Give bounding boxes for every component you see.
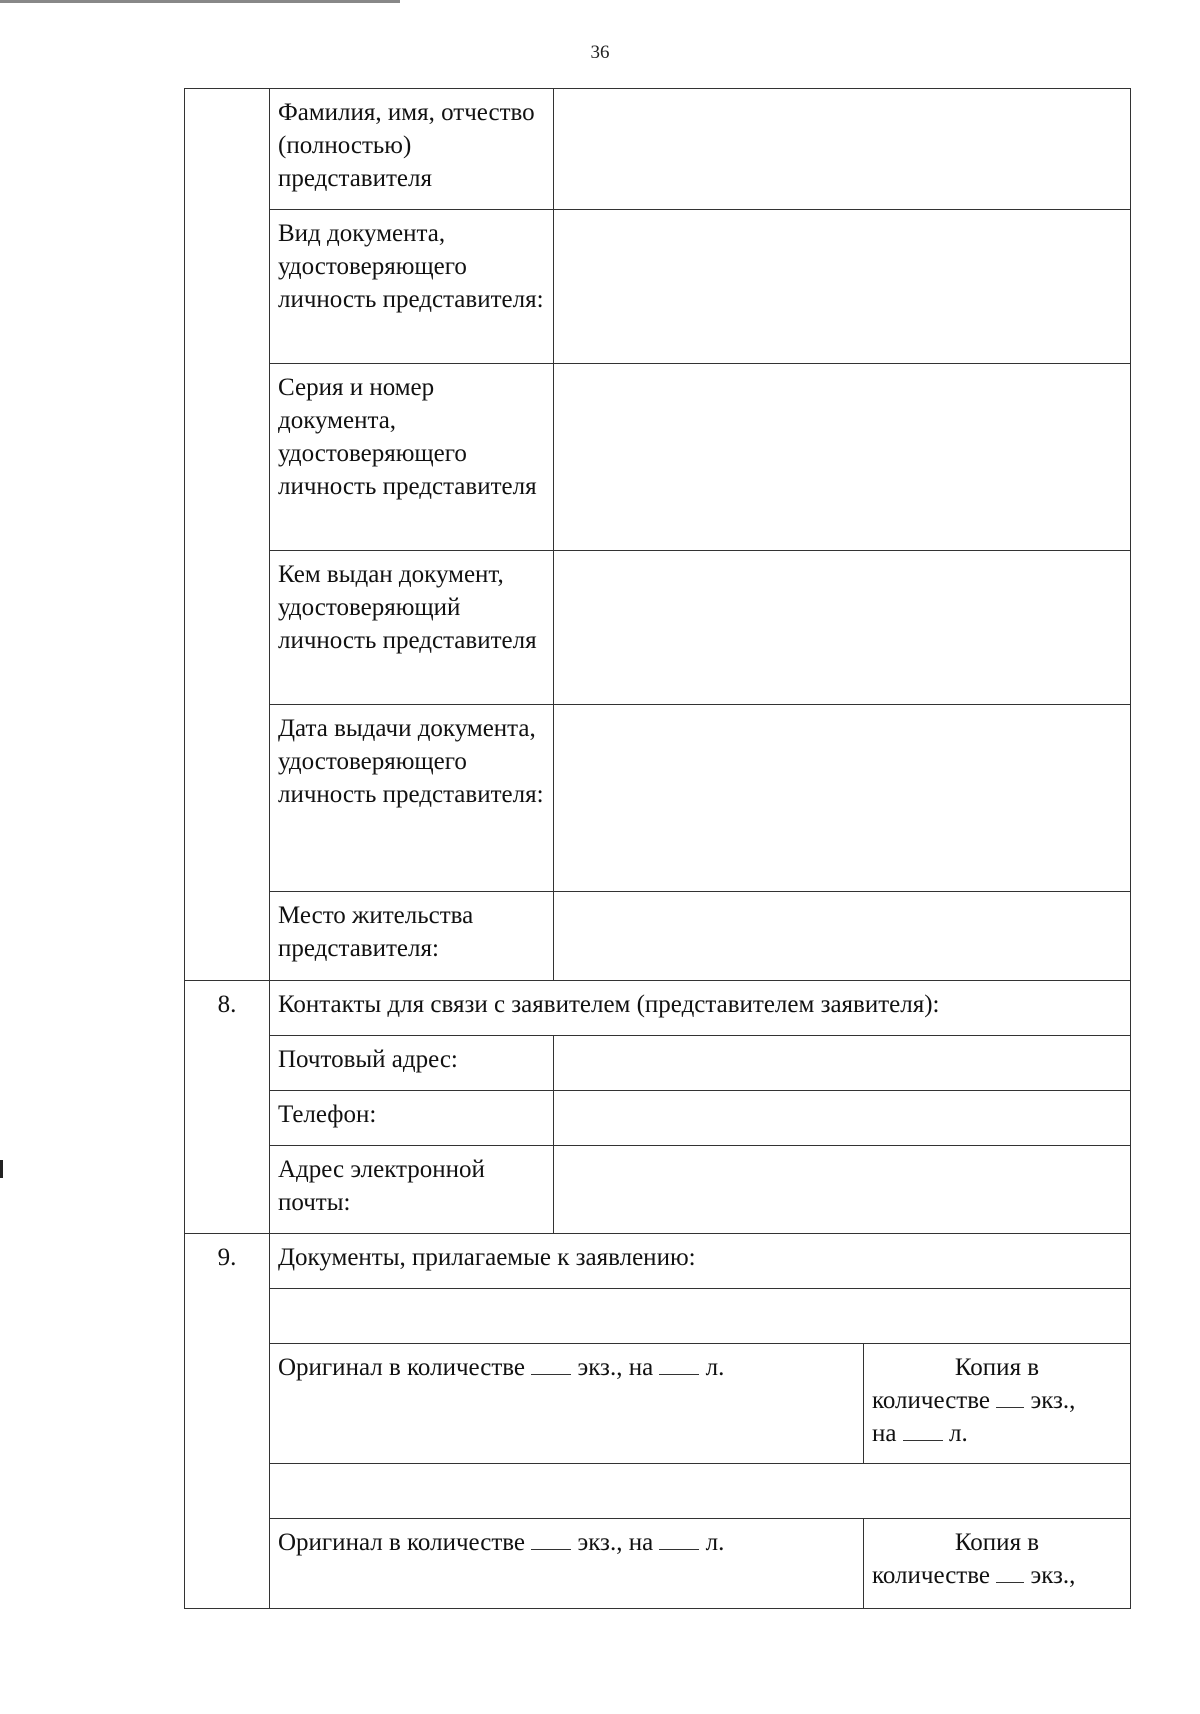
email-field[interactable]: [554, 1146, 1131, 1234]
table-row: [185, 1091, 1131, 1146]
table-row: [185, 89, 1131, 210]
original-prefix: Оригинал в количестве: [278, 1354, 526, 1381]
original-copies-blank[interactable]: [531, 1374, 571, 1375]
rep-id-doc-type-label: Вид документа, удостоверяющего личность представителя:: [270, 210, 554, 364]
original-suffix: л.: [705, 1529, 725, 1556]
rep-id-doc-date-label: Дата выдачи документа, удостоверяющего личность представителя:: [270, 705, 554, 892]
table-row: [185, 1289, 1131, 1344]
attached-document-1-field[interactable]: [270, 1289, 1131, 1344]
rep-id-doc-type-field[interactable]: [554, 210, 1131, 364]
rep-full-name-field[interactable]: [554, 89, 1131, 210]
rep-id-doc-number-field[interactable]: [554, 364, 1131, 551]
original-suffix: л.: [705, 1354, 725, 1381]
table-row: [185, 1464, 1131, 1519]
rep-residence-field[interactable]: [554, 892, 1131, 981]
table-row: [185, 1146, 1131, 1234]
rep-id-doc-number-label: Серия и номер документа, удостоверяющего личность представителя: [270, 364, 554, 551]
original-copies-blank[interactable]: [531, 1549, 571, 1550]
original-prefix: Оригинал в количестве: [278, 1529, 526, 1556]
original-count-cell-2: [270, 1519, 864, 1609]
rep-id-doc-issuer-field[interactable]: [554, 551, 1131, 705]
rep-id-doc-date-field[interactable]: [554, 705, 1131, 892]
copy-line1: Копия в: [954, 1354, 1040, 1381]
postal-address-label: Почтовый адрес:: [270, 1036, 554, 1091]
phone-field[interactable]: [554, 1091, 1131, 1146]
table-row: [185, 364, 1131, 551]
section-8-title: Контакты для связи с заявителем (представителем заявителя):: [270, 981, 1131, 1036]
copy-count-cell-2: [864, 1519, 1131, 1609]
copy-count-cell-1: [864, 1344, 1131, 1464]
postal-address-field[interactable]: [554, 1036, 1131, 1091]
original-mid: экз., на: [577, 1354, 654, 1381]
rep-id-doc-issuer-label: Кем выдан документ, удостоверяющий личность представителя: [270, 551, 554, 705]
table-row: [185, 981, 1131, 1036]
section-8-number: 8.: [185, 981, 270, 1234]
original-count-cell-1: [270, 1344, 864, 1464]
phone-label: Телефон:: [270, 1091, 554, 1146]
copy-line1: Копия в: [954, 1529, 1040, 1556]
table-row: [185, 1344, 1131, 1464]
page-number: 36: [590, 42, 610, 63]
copy-mid: экз.,: [1030, 1387, 1076, 1414]
table-row: [185, 1036, 1131, 1091]
copy-prefix: количестве: [872, 1387, 990, 1414]
original-mid: экз., на: [577, 1529, 654, 1556]
table-row: [185, 705, 1131, 892]
table-row: [185, 210, 1131, 364]
email-label: Адрес электронной почты:: [270, 1146, 554, 1234]
copy-copies-blank[interactable]: [996, 1407, 1024, 1408]
attached-document-2-field[interactable]: [270, 1464, 1131, 1519]
original-sheets-blank[interactable]: [659, 1374, 699, 1375]
table-row: [185, 551, 1131, 705]
copy-copies-blank[interactable]: [996, 1582, 1024, 1583]
section-9-number: 9.: [185, 1234, 270, 1609]
section-9-title: Документы, прилагаемые к заявлению:: [270, 1234, 1131, 1289]
rep-full-name-label: Фамилия, имя, отчество (полностью) представителя: [270, 89, 554, 210]
table-row: [185, 1519, 1131, 1609]
copy-prefix: количестве: [872, 1562, 990, 1589]
copy-suffix: л.: [948, 1420, 968, 1447]
table-row: [185, 1234, 1131, 1289]
copy-mid: экз.,: [1030, 1562, 1076, 1589]
table-row: [185, 892, 1131, 981]
application-form-table: [184, 88, 1131, 1609]
copy-on: на: [872, 1420, 897, 1447]
scan-edge-top: [0, 0, 400, 3]
original-sheets-blank[interactable]: [659, 1549, 699, 1550]
copy-sheets-blank[interactable]: [903, 1440, 943, 1441]
scan-edge-mark: [0, 1160, 3, 1178]
rep-residence-label: Место жительства представителя:: [270, 892, 554, 981]
row-number-cell: [185, 89, 270, 981]
